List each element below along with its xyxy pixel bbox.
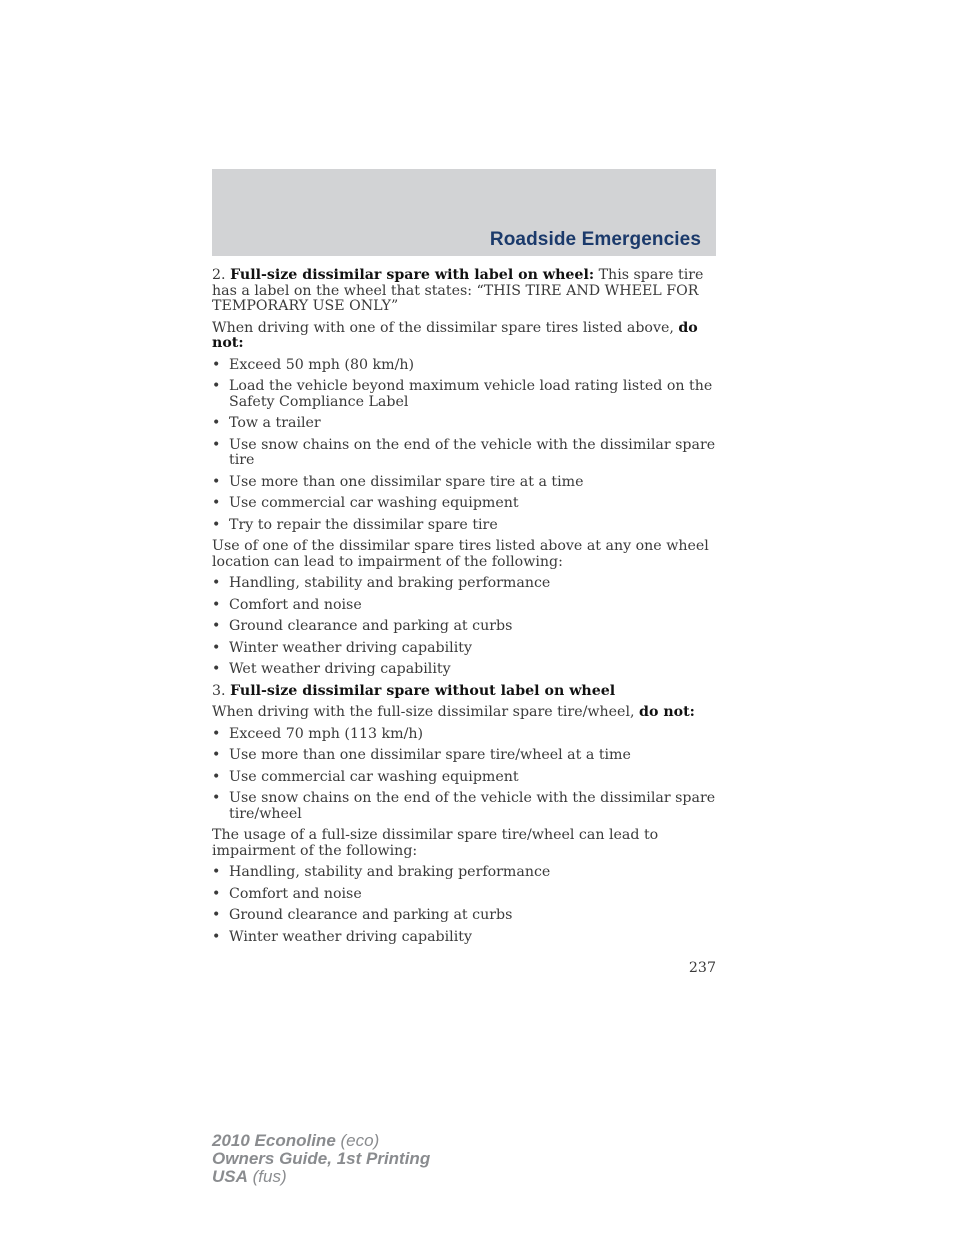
list-item-text: Try to repair the dissimilar spare tire	[229, 516, 498, 533]
document-footer	[212, 1132, 430, 1186]
list-item-text: Handling, stability and braking performance	[229, 575, 551, 591]
bullet-glyph: •	[212, 495, 221, 511]
intro-3-emphasis: do not:	[639, 704, 695, 720]
list-item	[212, 358, 716, 374]
list-item-text: Use snow chains on the end of the vehicle with the dissimilar spare tire	[229, 436, 716, 468]
bullet-glyph: •	[212, 596, 221, 613]
list-item	[212, 619, 716, 635]
section-header-band	[212, 169, 716, 256]
intro-1-text: When driving with one of the dissimilar spare tires listed above,	[212, 319, 674, 336]
bullet-glyph: •	[212, 575, 221, 591]
bullet-glyph: •	[212, 639, 221, 656]
list-item	[212, 641, 716, 657]
list-item	[212, 662, 716, 678]
list-item	[212, 379, 716, 410]
list-item	[212, 791, 716, 822]
list-item	[212, 416, 716, 432]
bullet-glyph: •	[212, 790, 221, 806]
bullet-glyph: •	[212, 747, 221, 763]
list-item	[212, 475, 716, 491]
intro-4-text: The usage of a full-size dissimilar spare tire/wheel can lead to impairment of the following:	[212, 827, 659, 859]
page-content	[212, 268, 716, 951]
footer-market-code: (fus)	[252, 1167, 287, 1186]
intro-3	[212, 705, 716, 721]
section-3-paragraph	[212, 684, 716, 700]
list-item	[212, 598, 716, 614]
section-3-heading: Full-size dissimilar spare without label on wheel	[230, 682, 616, 699]
footer-market: USA	[212, 1167, 248, 1186]
list-item	[212, 518, 716, 534]
list-3	[212, 727, 716, 823]
intro-4	[212, 828, 716, 859]
list-item-text: Wet weather driving capability	[229, 661, 451, 677]
section-title: Roadside Emergencies	[489, 229, 701, 250]
intro-2-text: Use of one of the dissimilar spare tires listed above at any one wheel location can lead to impairment of the following:	[212, 538, 709, 570]
bullet-glyph: •	[212, 864, 221, 880]
list-item-text: Tow a trailer	[229, 415, 321, 431]
list-item-text: Exceed 50 mph (80 km/h)	[229, 356, 415, 373]
list-item-text: Ground clearance and parking at curbs	[229, 907, 513, 923]
list-item-text: Use more than one dissimilar spare tire at a time	[229, 473, 584, 490]
list-2	[212, 576, 716, 678]
list-item-text: Exceed 70 mph (113 km/h)	[229, 725, 424, 742]
intro-3-text: When driving with the full-size dissimilar spare tire/wheel,	[212, 704, 635, 720]
list-item-text: Load the vehicle beyond maximum vehicle load rating listed on the Safety Compliance Label	[229, 378, 713, 410]
section-2-number: 2.	[212, 267, 226, 283]
bullet-glyph: •	[212, 378, 221, 394]
intro-1	[212, 321, 716, 352]
list-item	[212, 438, 716, 469]
list-item-text: Winter weather driving capability	[229, 639, 472, 656]
intro-1-emphasis: do not:	[212, 319, 698, 351]
bullet-glyph: •	[212, 768, 221, 785]
list-item	[212, 576, 716, 592]
bullet-glyph: •	[212, 725, 221, 742]
section-3-number: 3.	[212, 682, 226, 699]
bullet-glyph: •	[212, 661, 221, 677]
list-item-text: Use more than one dissimilar spare tire/wheel at a time	[229, 747, 631, 763]
footer-line-3	[212, 1168, 430, 1186]
list-item-text: Comfort and noise	[229, 596, 362, 613]
list-item-text: Winter weather driving capability	[229, 928, 472, 945]
intro-2	[212, 539, 716, 570]
footer-line-1	[212, 1132, 430, 1150]
bullet-glyph: •	[212, 928, 221, 945]
list-item-text: Comfort and noise	[229, 885, 362, 902]
list-1	[212, 358, 716, 534]
list-4	[212, 865, 716, 945]
footer-model: 2010 Econoline	[212, 1131, 336, 1150]
bullet-glyph: •	[212, 885, 221, 902]
bullet-glyph: •	[212, 436, 221, 453]
bullet-glyph: •	[212, 473, 221, 490]
list-item-text: Use commercial car washing equipment	[229, 768, 519, 785]
footer-model-code: (eco)	[340, 1131, 380, 1150]
list-item	[212, 770, 716, 786]
bullet-glyph: •	[212, 618, 221, 634]
bullet-glyph: •	[212, 907, 221, 923]
bullet-glyph: •	[212, 356, 221, 373]
list-item	[212, 887, 716, 903]
section-2-paragraph	[212, 268, 716, 315]
list-item-text: Handling, stability and braking performance	[229, 864, 551, 880]
list-item	[212, 908, 716, 924]
list-item	[212, 748, 716, 764]
list-item-text: Use snow chains on the end of the vehicle with the dissimilar spare tire/wheel	[229, 790, 716, 822]
list-item-text: Ground clearance and parking at curbs	[229, 618, 513, 634]
bullet-glyph: •	[212, 415, 221, 431]
list-item	[212, 727, 716, 743]
list-item	[212, 496, 716, 512]
section-2-text: This spare tire has a label on the wheel that states: “THIS TIRE AND WHEEL FOR TEMPORARY USE ONLY”	[212, 267, 704, 314]
section-2-heading: Full-size dissimilar spare with label on wheel:	[230, 267, 595, 283]
page-number: 237	[688, 960, 716, 976]
bullet-glyph: •	[212, 516, 221, 533]
footer-line-2: Owners Guide, 1st Printing	[212, 1149, 431, 1168]
list-item-text: Use commercial car washing equipment	[229, 495, 519, 511]
list-item	[212, 865, 716, 881]
list-item	[212, 930, 716, 946]
